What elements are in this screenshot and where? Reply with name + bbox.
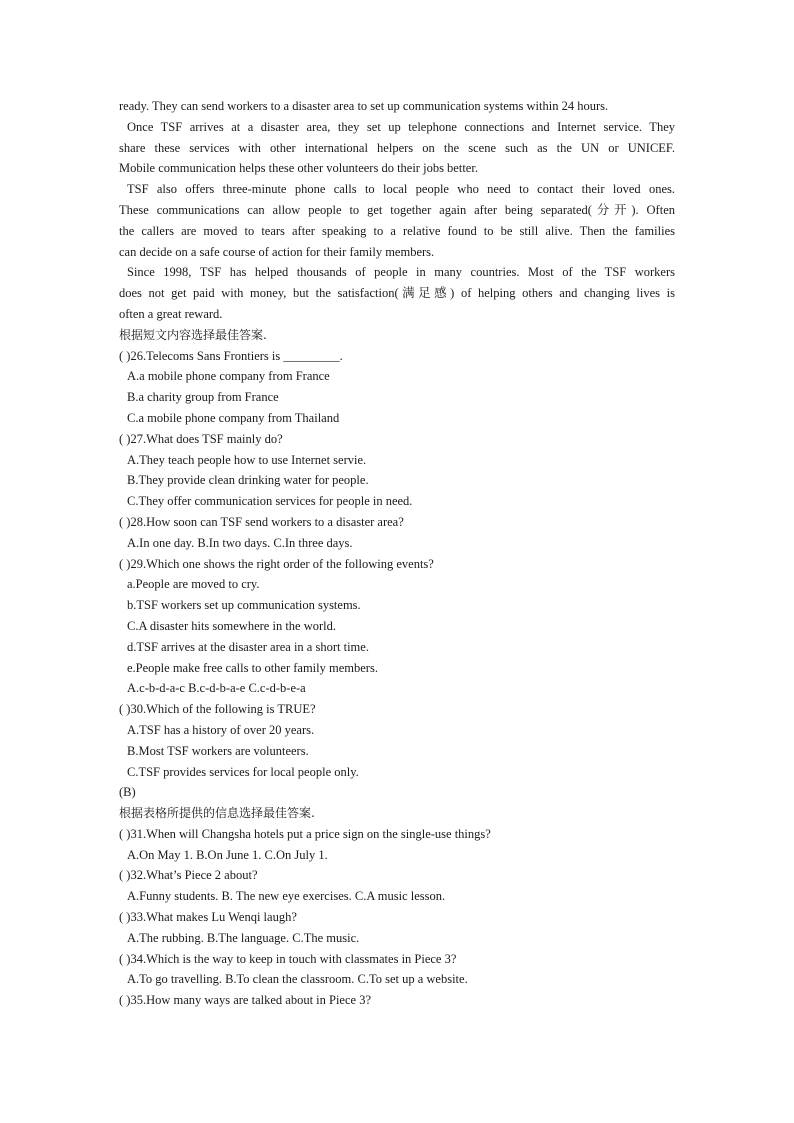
answer-option: A.They teach people how to use Internet servie. xyxy=(127,452,367,467)
questions-b xyxy=(119,824,675,1011)
question-stem: ( )33.What makes Lu Wenqi laugh? xyxy=(119,910,297,925)
passage-line: These communications can allow people to get together again after being separated(分开). Often xyxy=(119,202,675,217)
answer-option: a.People are moved to cry. xyxy=(127,577,260,592)
answer-option: A.Funny students. B. The new eye exercises. C.A music lesson. xyxy=(127,889,446,904)
passage-a xyxy=(119,96,675,325)
questions-a xyxy=(119,346,675,783)
answer-option: B.Most TSF workers are volunteers. xyxy=(127,743,309,758)
passage-line: can decide on a safe course of action for their family members. xyxy=(119,244,435,259)
question-stem: ( )32.What’s Piece 2 about? xyxy=(119,868,258,883)
passage-line: does not get paid with money, but the satisfaction(满足感) of helping others and changing lives is xyxy=(119,286,675,301)
passage-line: Since 1998, TSF has helped thousands of people in many countries. Most of the TSF workers xyxy=(127,265,675,280)
answer-option: A.a mobile phone company from France xyxy=(127,369,330,384)
answer-option: C.a mobile phone company from Thailand xyxy=(127,410,340,425)
answer-option: A.c-b-d-a-c B.c-d-b-a-e C.c-d-b-e-a xyxy=(127,681,306,696)
passage-line: ready. They can send workers to a disaster area to set up communication systems within 24 hours. xyxy=(119,99,609,113)
answer-option: C.A disaster hits somewhere in the world. xyxy=(127,618,336,633)
question-stem: ( )30.Which of the following is TRUE? xyxy=(119,702,316,717)
answer-option: A.In one day. B.In two days. C.In three days. xyxy=(127,535,353,550)
question-stem: ( )35.How many ways are talked about in Piece 3? xyxy=(119,993,372,1008)
passage-line: Once TSF arrives at a disaster area, they set up telephone connections and Internet service. They xyxy=(127,119,675,134)
document-page xyxy=(119,96,675,1011)
answer-option: e.People make free calls to other family members. xyxy=(127,660,378,675)
answer-option: b.TSF workers set up communication systems. xyxy=(127,598,361,613)
answer-option: B.a charity group from France xyxy=(127,390,279,405)
answer-option: A.To go travelling. B.To clean the classroom. C.To set up a website. xyxy=(127,972,468,987)
answer-option: d.TSF arrives at the disaster area in a short time. xyxy=(127,639,369,654)
answer-option: C.They offer communication services for people in need. xyxy=(127,494,413,509)
question-stem: ( )29.Which one shows the right order of the following events? xyxy=(119,556,434,571)
passage-line: Mobile communication helps these other volunteers do their jobs better. xyxy=(119,161,478,176)
instruction-a: 根据短文内容选择最佳答案. xyxy=(119,327,267,342)
section-b-label: (B) xyxy=(119,785,136,800)
question-stem: ( )34.Which is the way to keep in touch with classmates in Piece 3? xyxy=(119,951,457,966)
answer-option: B.They provide clean drinking water for people. xyxy=(127,473,369,488)
question-stem: ( )27.What does TSF mainly do? xyxy=(119,431,283,446)
answer-option: C.TSF provides services for local people only. xyxy=(127,764,359,779)
instruction-b: 根据表格所提供的信息选择最佳答案. xyxy=(119,806,315,821)
answer-option: A.TSF has a history of over 20 years. xyxy=(127,722,315,737)
passage-line: often a great reward. xyxy=(119,306,223,321)
passage-line: the callers are moved to tears after speaking to a relative found to be still alive. Then the families xyxy=(119,223,675,238)
question-stem: ( )31.When will Changsha hotels put a price sign on the single-use things? xyxy=(119,826,491,841)
question-stem: ( )28.How soon can TSF send workers to a disaster area? xyxy=(119,514,404,529)
question-stem: ( )26.Telecoms Sans Frontiers is _________. xyxy=(119,348,343,363)
passage-line: share these services with other international helpers on the scene such as the UN or UNICEF. xyxy=(119,140,675,155)
answer-option: A.The rubbing. B.The language. C.The music. xyxy=(127,930,360,945)
answer-option: A.On May 1. B.On June 1. C.On July 1. xyxy=(127,847,328,862)
passage-line: TSF also offers three-minute phone calls to local people who need to contact their loved ones. xyxy=(127,182,675,197)
